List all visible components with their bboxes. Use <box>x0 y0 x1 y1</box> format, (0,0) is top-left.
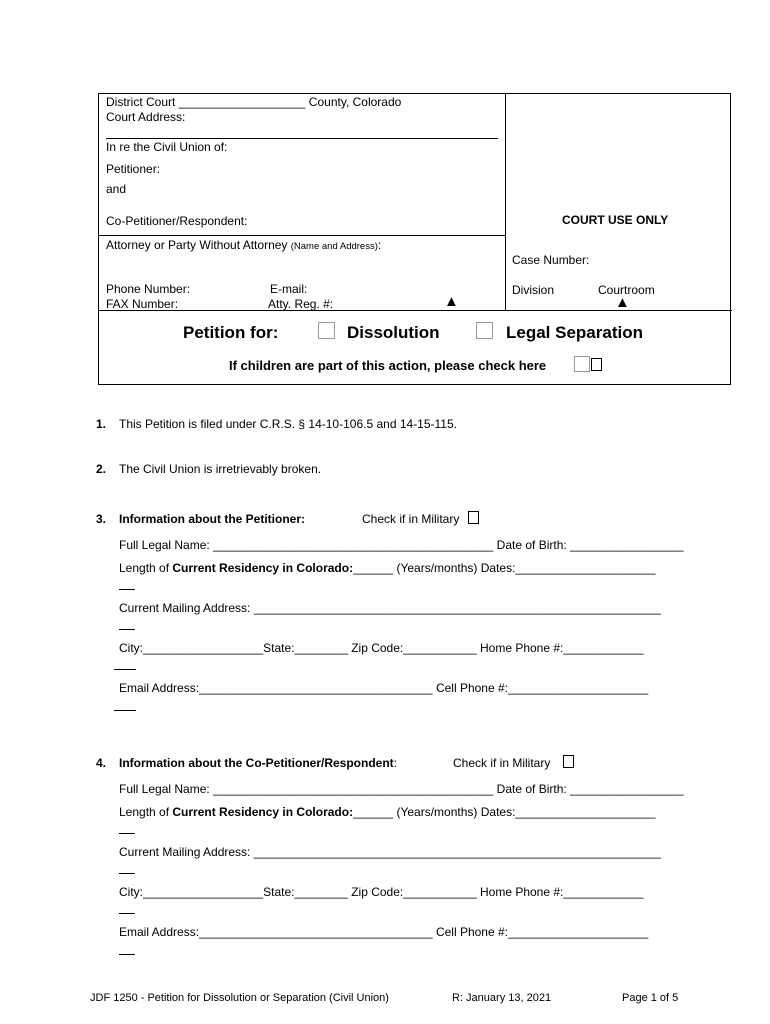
attorney-label <box>106 238 381 252</box>
email-label: E-mail: <box>270 282 308 296</box>
legal-separation-label: Legal Separation <box>506 323 643 342</box>
petitioner-email-cell[interactable]: Email Address:___________________________________ Cell Phone #:_____________________ <box>119 681 649 695</box>
petition-for-label: Petition for: <box>183 323 279 342</box>
wrap-line <box>119 913 135 914</box>
children-label: If children are part of this action, please check here <box>229 358 547 373</box>
attorney-colon: : <box>377 238 382 252</box>
respondent-mailing-address[interactable]: Current Mailing Address: _____________________________________________________________ <box>119 845 661 859</box>
children-checkbox[interactable] <box>574 356 590 372</box>
residency-bold: Current Residency in Colorado: <box>172 805 354 819</box>
item-3-number: 3. <box>96 512 107 526</box>
wrap-line <box>119 589 135 590</box>
and-label: and <box>106 182 127 196</box>
respondent-full-name[interactable]: Full Legal Name: __________________________________________ Date of Birth: _________________ <box>119 782 684 796</box>
respondent-email-cell[interactable]: Email Address:___________________________________ Cell Phone #:_____________________ <box>119 925 649 939</box>
wrap-line <box>119 954 135 955</box>
dissolution-label: Dissolution <box>347 323 440 342</box>
respondent-heading-colon: : <box>393 756 398 770</box>
wrap-line <box>119 833 135 834</box>
residency-pre: Length of <box>119 805 173 819</box>
military-label-4: Check if in Military <box>453 756 551 770</box>
military-checkbox-3[interactable] <box>468 510 479 524</box>
item-2-number: 2. <box>96 462 107 476</box>
court-address-line <box>106 138 498 139</box>
military-checkbox-4[interactable] <box>563 754 574 768</box>
case-number-label: Case Number: <box>512 253 590 267</box>
court-address-label: Court Address: <box>106 110 186 124</box>
fax-label: FAX Number: <box>106 297 179 311</box>
attorney-note: (Name and Address) <box>290 241 378 252</box>
courtroom-label: Courtroom <box>598 283 655 297</box>
military-label-3: Check if in Military <box>362 512 460 526</box>
petitioner-mailing-address[interactable]: Current Mailing Address: _____________________________________________________________ <box>119 601 661 615</box>
residency-bold: Current Residency in Colorado: <box>172 561 354 575</box>
item-1-number: 1. <box>96 417 107 431</box>
wrap-line <box>114 669 136 670</box>
court-line: District Court ___________________ County, Colorado <box>106 95 402 109</box>
respondent-residency[interactable] <box>119 805 656 819</box>
footer-revision: R: January 13, 2021 <box>452 992 552 1004</box>
footer-form-name: JDF 1250 - Petition for Dissolution or Separation (Civil Union) <box>90 992 389 1004</box>
legal-separation-checkbox[interactable] <box>476 322 493 339</box>
residency-pre: Length of <box>119 561 173 575</box>
petitioner-label: Petitioner: <box>106 162 161 176</box>
wrap-line <box>119 873 135 874</box>
footer-page-number: Page 1 of 5 <box>622 992 679 1004</box>
petitioner-info-heading: Information about the Petitioner: <box>119 512 305 526</box>
dissolution-checkbox[interactable] <box>318 322 335 339</box>
item-4-number: 4. <box>96 756 107 770</box>
respondent-heading-text: Information about the Co-Petitioner/Respondent <box>119 756 394 770</box>
item-1-text: This Petition is filed under C.R.S. § 14-10-106.5 and 14-15-115. <box>119 417 457 431</box>
in-re-label: In re the Civil Union of: <box>106 140 228 154</box>
wrap-line <box>119 629 135 630</box>
respondent-city-state-zip[interactable]: City:__________________State:________ Zip Code:___________ Home Phone #:____________ <box>119 885 644 899</box>
petitioner-full-name[interactable]: Full Legal Name: __________________________________________ Date of Birth: _________________ <box>119 538 684 552</box>
wrap-line <box>114 710 136 711</box>
atty-reg-label: Atty. Reg. #: <box>268 297 334 311</box>
attorney-label-text: Attorney or Party Without Attorney <box>106 238 291 252</box>
children-checkbox-glyph <box>591 357 602 371</box>
triangle-icon-2: ▲ <box>615 294 630 311</box>
petitioner-city-state-zip[interactable]: City:__________________State:________ Zip Code:___________ Home Phone #:____________ <box>119 641 644 655</box>
residency-post: ______ (Years/months) Dates:_____________________ <box>353 805 656 819</box>
caption-divider-2 <box>99 310 732 311</box>
triangle-icon: ▲ <box>444 293 459 310</box>
caption-divider-vertical <box>505 94 506 310</box>
petitioner-residency[interactable] <box>119 561 656 575</box>
co-petitioner-label: Co-Petitioner/Respondent: <box>106 214 248 228</box>
phone-label: Phone Number: <box>106 282 191 296</box>
item-2-text: The Civil Union is irretrievably broken. <box>119 462 322 476</box>
division-label: Division <box>512 283 555 297</box>
respondent-info-heading <box>119 756 397 770</box>
court-use-only: COURT USE ONLY <box>562 213 669 227</box>
caption-divider-1 <box>99 235 505 236</box>
residency-post: ______ (Years/months) Dates:_____________________ <box>353 561 656 575</box>
